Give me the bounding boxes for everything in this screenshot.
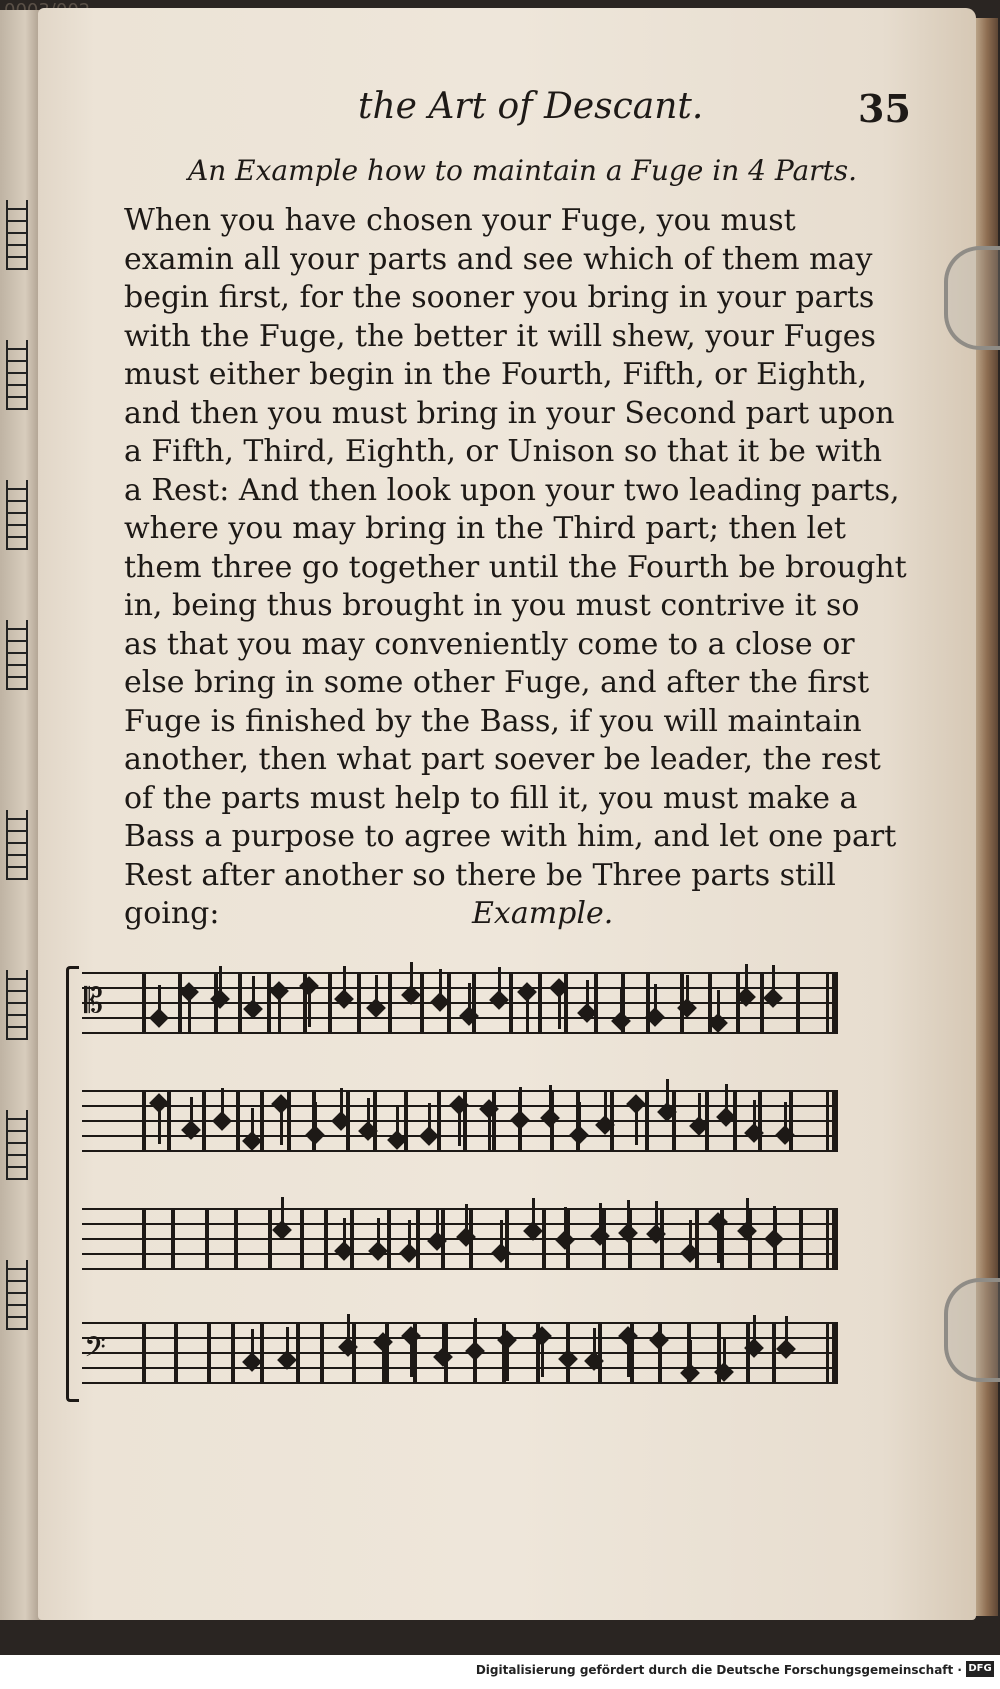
note-stem xyxy=(251,1329,254,1369)
note-stem xyxy=(219,966,222,1006)
note-stem xyxy=(532,1198,535,1238)
text-line: Bass a purpose to agree with him, and let one part xyxy=(124,819,897,854)
note-stem xyxy=(498,967,501,1007)
clef-symbol: 𝄢 xyxy=(84,1331,106,1371)
footer-bar xyxy=(0,1655,1000,1689)
barline xyxy=(352,1322,356,1384)
note-stem xyxy=(188,993,191,1033)
note-stem xyxy=(564,1207,567,1247)
book-clip-icon xyxy=(944,1278,1000,1382)
barline xyxy=(171,1208,175,1270)
text-line: When you have chosen your Fuge, you must xyxy=(124,203,796,238)
barline xyxy=(202,1090,206,1152)
barline xyxy=(174,1322,178,1384)
note-stem xyxy=(519,1087,522,1127)
barline xyxy=(416,1208,420,1270)
barline xyxy=(789,1090,793,1152)
note-stem xyxy=(280,1105,283,1145)
barline xyxy=(420,972,424,1034)
barline xyxy=(796,972,800,1034)
barline xyxy=(328,972,332,1034)
barline xyxy=(357,972,361,1034)
adjacent-page-staff-fragment xyxy=(6,810,28,880)
body-text xyxy=(124,202,907,934)
adjacent-page-staff-fragment xyxy=(6,620,28,690)
note-stem xyxy=(314,1102,317,1142)
note-stem xyxy=(468,983,471,1023)
barline xyxy=(236,1090,240,1152)
last-line-text: going: xyxy=(124,896,220,931)
note-stem xyxy=(604,1092,607,1132)
note-stem xyxy=(340,1088,343,1128)
text-line: Fuge is finished by the Bass, if you will maintain xyxy=(124,703,862,739)
barline xyxy=(505,1208,509,1270)
section-heading: An Example how to maintain a Fuge in 4 Parts. xyxy=(188,154,858,187)
note-stem xyxy=(474,1318,477,1358)
staff-part-1 xyxy=(82,972,838,1036)
barline xyxy=(387,1208,391,1270)
barline xyxy=(760,972,764,1034)
staff-part-4 xyxy=(82,1322,838,1386)
barline xyxy=(268,1208,272,1270)
staff-part-3 xyxy=(82,1208,838,1272)
adjacent-page-staff-fragment xyxy=(6,1110,28,1180)
page-number: 35 xyxy=(858,86,911,131)
note-stem xyxy=(408,1220,411,1260)
footer-credit: Digitalisierung gefördert durch die Deutsche Forschungsgemeinschaft · xyxy=(475,1663,962,1677)
note-stem xyxy=(410,962,413,1002)
barline xyxy=(695,1208,699,1270)
adjacent-page-staff-fragment xyxy=(6,340,28,410)
adjacent-page-staff-fragment xyxy=(6,970,28,1040)
barline xyxy=(373,1090,377,1152)
note-stem xyxy=(375,975,378,1015)
note-stem xyxy=(506,1341,509,1381)
barline xyxy=(542,1208,546,1270)
barline xyxy=(142,1322,146,1384)
barline xyxy=(509,972,513,1034)
note-stem xyxy=(746,1198,749,1238)
text-line: them three go together until the Fourth be brought xyxy=(124,549,907,585)
note-stem xyxy=(689,1340,692,1380)
note-stem xyxy=(717,990,720,1030)
barline xyxy=(385,1322,389,1384)
barline xyxy=(733,1090,737,1152)
barline xyxy=(287,1090,291,1152)
barline xyxy=(564,972,568,1034)
barline xyxy=(142,972,146,1034)
note-stem xyxy=(725,1084,728,1124)
note-stem xyxy=(578,1102,581,1142)
barline xyxy=(404,1090,408,1152)
note-stem xyxy=(558,989,561,1029)
note-stem xyxy=(251,1108,254,1148)
dfg-logo-icon: DFG xyxy=(966,1661,994,1677)
barline xyxy=(645,1090,649,1152)
note-stem xyxy=(666,1079,669,1119)
adjacent-page-staff-fragment xyxy=(6,200,28,270)
note-stem xyxy=(190,1097,193,1137)
barline xyxy=(736,972,740,1034)
note-stem xyxy=(586,980,589,1020)
note-stem xyxy=(772,965,775,1005)
note-stem xyxy=(396,1107,399,1147)
note-stem xyxy=(723,1339,726,1379)
text-line: another, then what part soever be leader, the rest xyxy=(124,742,881,777)
note-stem xyxy=(627,1337,630,1377)
text-line: a Rest: And then look upon your two leading parts, xyxy=(124,472,900,508)
note-stem xyxy=(439,969,442,1009)
text-line: where you may bring in the Third part; then let xyxy=(124,511,846,546)
barline xyxy=(207,1322,211,1384)
running-title: the Art of Descant. xyxy=(358,86,704,127)
final-barline xyxy=(826,972,838,1034)
clef-symbol: 𝄡 xyxy=(84,981,103,1021)
final-barline xyxy=(826,1090,838,1152)
barline xyxy=(538,972,542,1034)
barline xyxy=(772,1322,776,1384)
final-barline xyxy=(826,1208,838,1270)
note-stem xyxy=(286,1327,289,1367)
barline xyxy=(388,972,392,1034)
note-stem xyxy=(442,1324,445,1364)
text-line: else bring in some other Fuge, and after the first xyxy=(124,665,870,700)
barline xyxy=(167,1090,171,1152)
barline xyxy=(234,1208,238,1270)
note-stem xyxy=(541,1337,544,1377)
final-barline xyxy=(826,1322,838,1384)
barline xyxy=(437,1090,441,1152)
note-stem xyxy=(698,1093,701,1133)
barline xyxy=(758,1090,762,1152)
system-brace xyxy=(66,966,79,1402)
barline xyxy=(350,1208,354,1270)
note-stem xyxy=(428,1103,431,1143)
note-stem xyxy=(784,1102,787,1142)
note-stem xyxy=(654,984,657,1024)
note-stem xyxy=(458,1106,461,1146)
book-clip-icon xyxy=(944,246,1000,350)
barline xyxy=(594,972,598,1034)
note-stem xyxy=(382,1343,385,1383)
text-line-last xyxy=(124,895,894,934)
text-line: in, being thus brought in you must contrive it so xyxy=(124,588,860,623)
barline xyxy=(472,972,476,1034)
barline xyxy=(598,1322,602,1384)
barline xyxy=(142,1208,146,1270)
note-stem xyxy=(658,1341,661,1381)
note-stem xyxy=(526,993,529,1033)
note-stem xyxy=(785,1316,788,1356)
example-label: Example. xyxy=(472,896,614,931)
adjacent-page-staff-fragment xyxy=(6,480,28,550)
barline xyxy=(178,972,182,1034)
text-line: and then you must bring in your Second part upon xyxy=(124,395,895,431)
text-line: examin all your parts and see which of them may xyxy=(124,241,873,277)
barline xyxy=(646,972,650,1034)
barline xyxy=(205,1208,209,1270)
barline xyxy=(492,1090,496,1152)
text-line: a Fifth, Third, Eighth, or Unison so that it be with xyxy=(124,434,883,469)
barline xyxy=(142,1090,146,1152)
barline xyxy=(300,1208,304,1270)
barline xyxy=(296,1322,300,1384)
note-stem xyxy=(567,1326,570,1366)
note-stem xyxy=(655,1201,658,1241)
adjacent-page-edge xyxy=(0,10,42,1620)
note-stem xyxy=(500,1220,503,1260)
note-stem xyxy=(377,1218,380,1258)
note-stem xyxy=(773,1206,776,1246)
note-stem xyxy=(347,1314,350,1354)
note-stem xyxy=(252,976,255,1016)
barline xyxy=(238,972,242,1034)
note-stem xyxy=(593,1328,596,1368)
note-stem xyxy=(488,1110,491,1150)
note-stem xyxy=(308,987,311,1027)
note-stem xyxy=(343,966,346,1006)
adjacent-page-staff-fragment xyxy=(6,1260,28,1330)
barline xyxy=(799,1208,803,1270)
note-stem xyxy=(221,1088,224,1128)
note-stem xyxy=(717,1223,720,1263)
text-line: must either begin in the Fourth, Fifth, or Eighth, xyxy=(124,357,868,392)
text-line: as that you may conveniently come to a close or xyxy=(124,626,855,662)
note-stem xyxy=(410,1337,413,1377)
note-stem xyxy=(627,1200,630,1240)
note-stem xyxy=(753,1315,756,1355)
note-stem xyxy=(278,992,281,1032)
note-stem xyxy=(281,1197,284,1237)
barline xyxy=(231,1322,235,1384)
note-stem xyxy=(367,1098,370,1138)
barline xyxy=(320,1322,324,1384)
note-stem xyxy=(158,1104,161,1144)
barline xyxy=(324,1208,328,1270)
barline xyxy=(260,1090,264,1152)
text-line: begin first, for the sooner you bring in your parts xyxy=(124,280,875,315)
text-line: Rest after another so there be Three parts still xyxy=(124,857,836,893)
staff-part-2 xyxy=(82,1090,838,1154)
note-stem xyxy=(436,1208,439,1248)
barline xyxy=(672,1090,676,1152)
note-stem xyxy=(599,1203,602,1243)
note-stem xyxy=(686,975,689,1015)
note-stem xyxy=(620,988,623,1028)
text-line: with the Fuge, the better it will shew, your Fuges xyxy=(124,318,876,354)
text-line: of the parts must help to fill it, you must make a xyxy=(124,780,858,816)
barline xyxy=(260,1322,264,1384)
barline xyxy=(267,972,271,1034)
barline xyxy=(705,1090,709,1152)
note-stem xyxy=(745,964,748,1004)
music-example xyxy=(66,950,856,1412)
note-stem xyxy=(689,1220,692,1260)
note-stem xyxy=(158,985,161,1025)
page-header xyxy=(338,80,918,140)
note-stem xyxy=(549,1085,552,1125)
note-stem xyxy=(753,1100,756,1140)
note-stem xyxy=(635,1105,638,1145)
note-stem xyxy=(465,1204,468,1244)
note-stem xyxy=(343,1218,346,1258)
